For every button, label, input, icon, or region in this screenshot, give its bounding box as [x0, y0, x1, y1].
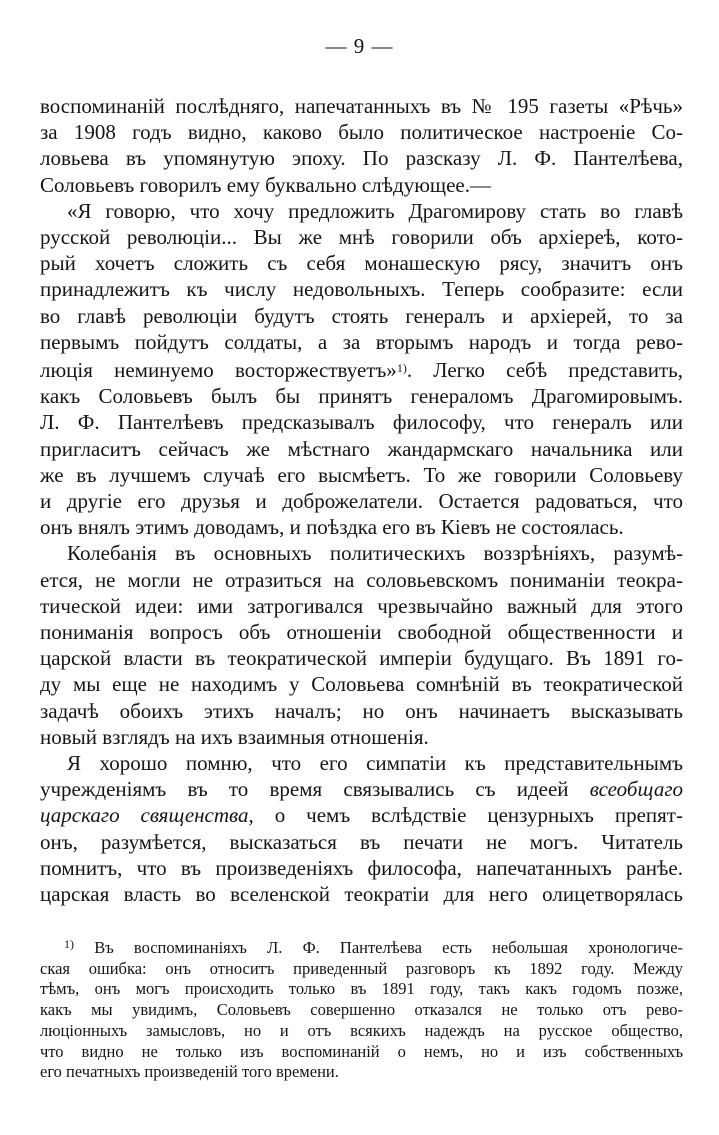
footnote-line: люціонныхъ замысловъ, но и отъ всякихъ надеждъ на русское общество,	[40, 1020, 683, 1040]
italic-text: всеобщаго	[589, 777, 684, 802]
text-line: воспоминаній послѣдняго, напечатанныхъ въ № 195 газеты «Рѣчь»	[40, 94, 683, 118]
text-line: за 1908 годъ видно, каково было политическое настроеніе Со-	[40, 120, 683, 145]
footnote-mark: 1)	[64, 937, 74, 951]
text-line: пригласитъ сейчасъ же мѣстнаго жандармскаго начальника или	[40, 436, 683, 461]
footnote-line: что видно не только изъ воспоминаній о немъ, но и изъ собственныхъ	[40, 1041, 683, 1061]
text-line: онъ, разумѣется, высказаться въ печати не могъ. Читатель	[40, 829, 683, 854]
footnote-line: ская ошибка: онъ относитъ приведенный разговоръ къ 1892 году. Между	[40, 958, 683, 978]
text-line: царской власти въ теократической имперіи будущаго. Въ 1891 го-	[40, 646, 683, 671]
text-fragment: . Легко себѣ представить,	[406, 358, 683, 383]
text-fragment: Въ воспоминаніяхъ Л. Ф. Пантелѣева есть небольшая хронологиче-	[94, 938, 684, 957]
text-line: тической идеи: ими затрогивался чрезвычайно важный для этого	[40, 593, 683, 618]
text-line: рый хочетъ сложить съ себя монашескую рясу, значитъ онъ	[40, 251, 683, 276]
text-line: онъ внялъ этимъ доводамъ, и поѣздка его въ Кіевъ не состоялась.	[40, 515, 624, 540]
text-line: новый взглядъ на ихъ взаимныя отношенія.	[40, 724, 429, 749]
text-line: же въ лучшемъ случаѣ его высмѣетъ. То же говорили Соловьеву	[40, 462, 683, 487]
footnote-line: его печатныхъ произведеній того времени.	[40, 1062, 339, 1082]
text-line: первымъ пойдутъ солдаты, а за вторымъ народъ и тогда рево-	[40, 329, 683, 354]
text-line: задачѣ обоихъ этихъ началъ; но онъ начинаетъ высказывать	[40, 698, 683, 723]
footnote	[40, 934, 683, 1083]
text-line: принадлежитъ къ числу недовольныхъ. Теперь сообразите: если	[40, 277, 683, 302]
text-line: «Я говорю, что хочу предложить Драгомирову стать во главѣ	[67, 198, 683, 223]
text-line: царская власть во вселенской теократіи для него олицетворялась	[40, 882, 683, 907]
footnote-line: тѣмъ, онъ могъ происходить только въ 1891 году, такъ какъ годомъ позже,	[40, 979, 683, 999]
text-line: Колебанія въ основныхъ политическихъ воззрѣніяхъ, разумѣ-	[67, 541, 683, 566]
text-line: Л. Ф. Пантелѣевъ предсказывалъ философу, что генералъ или	[40, 410, 683, 435]
text-line: и другіе его друзья и доброжелатели. Остается радоваться, что	[40, 489, 683, 514]
text-line: Я хорошо помню, что его симпатіи къ представительнымъ	[67, 751, 683, 776]
text-line: Соловьевъ говорилъ ему буквально слѣдующее.—	[40, 172, 491, 197]
text-fragment: , о чемъ вслѣдствіе цензурныхъ препят-	[248, 803, 683, 828]
text-line	[40, 776, 683, 802]
text-fragment: люція неминуемо восторжествуетъ»	[40, 358, 397, 383]
footnote-line: какъ мы увидимъ, Соловьевъ совершенно отказался не только отъ рево-	[40, 1000, 683, 1020]
text-line: помнитъ, что въ произведеніяхъ философа, напечатанныхъ ранѣе.	[40, 855, 683, 880]
body-text	[40, 93, 683, 907]
text-line: ется, не могли не отразиться на соловьевскомъ пониманіи теокра-	[40, 567, 683, 592]
page-number: — 9 —	[325, 34, 394, 58]
footnote-line	[40, 934, 683, 959]
footnote-reference: 1)	[396, 361, 407, 376]
italic-text: царскаго священства	[40, 803, 249, 828]
text-line: какъ Соловьевъ былъ бы принятъ генераломъ Драгомировымъ.	[40, 384, 683, 409]
text-line: русской революціи... Вы же мнѣ говорили объ архіереѣ, кото-	[40, 225, 683, 250]
text-line: ду мы еще не находимъ у Соловьева сомнѣній въ теократической	[40, 672, 683, 697]
text-line	[40, 802, 683, 828]
text-line: пониманія вопросъ объ отношеніи свободной общественности и	[40, 620, 683, 645]
text-line	[40, 355, 683, 383]
text-fragment: учрежденіямъ въ то время связывались съ идеей	[40, 777, 569, 802]
text-line: во главѣ революціи будутъ стоять генералъ и архіерей, то за	[40, 303, 683, 328]
text-line: ловьева въ упомянутую эпоху. По разсказу Л. Ф. Пантелѣева,	[40, 146, 683, 171]
